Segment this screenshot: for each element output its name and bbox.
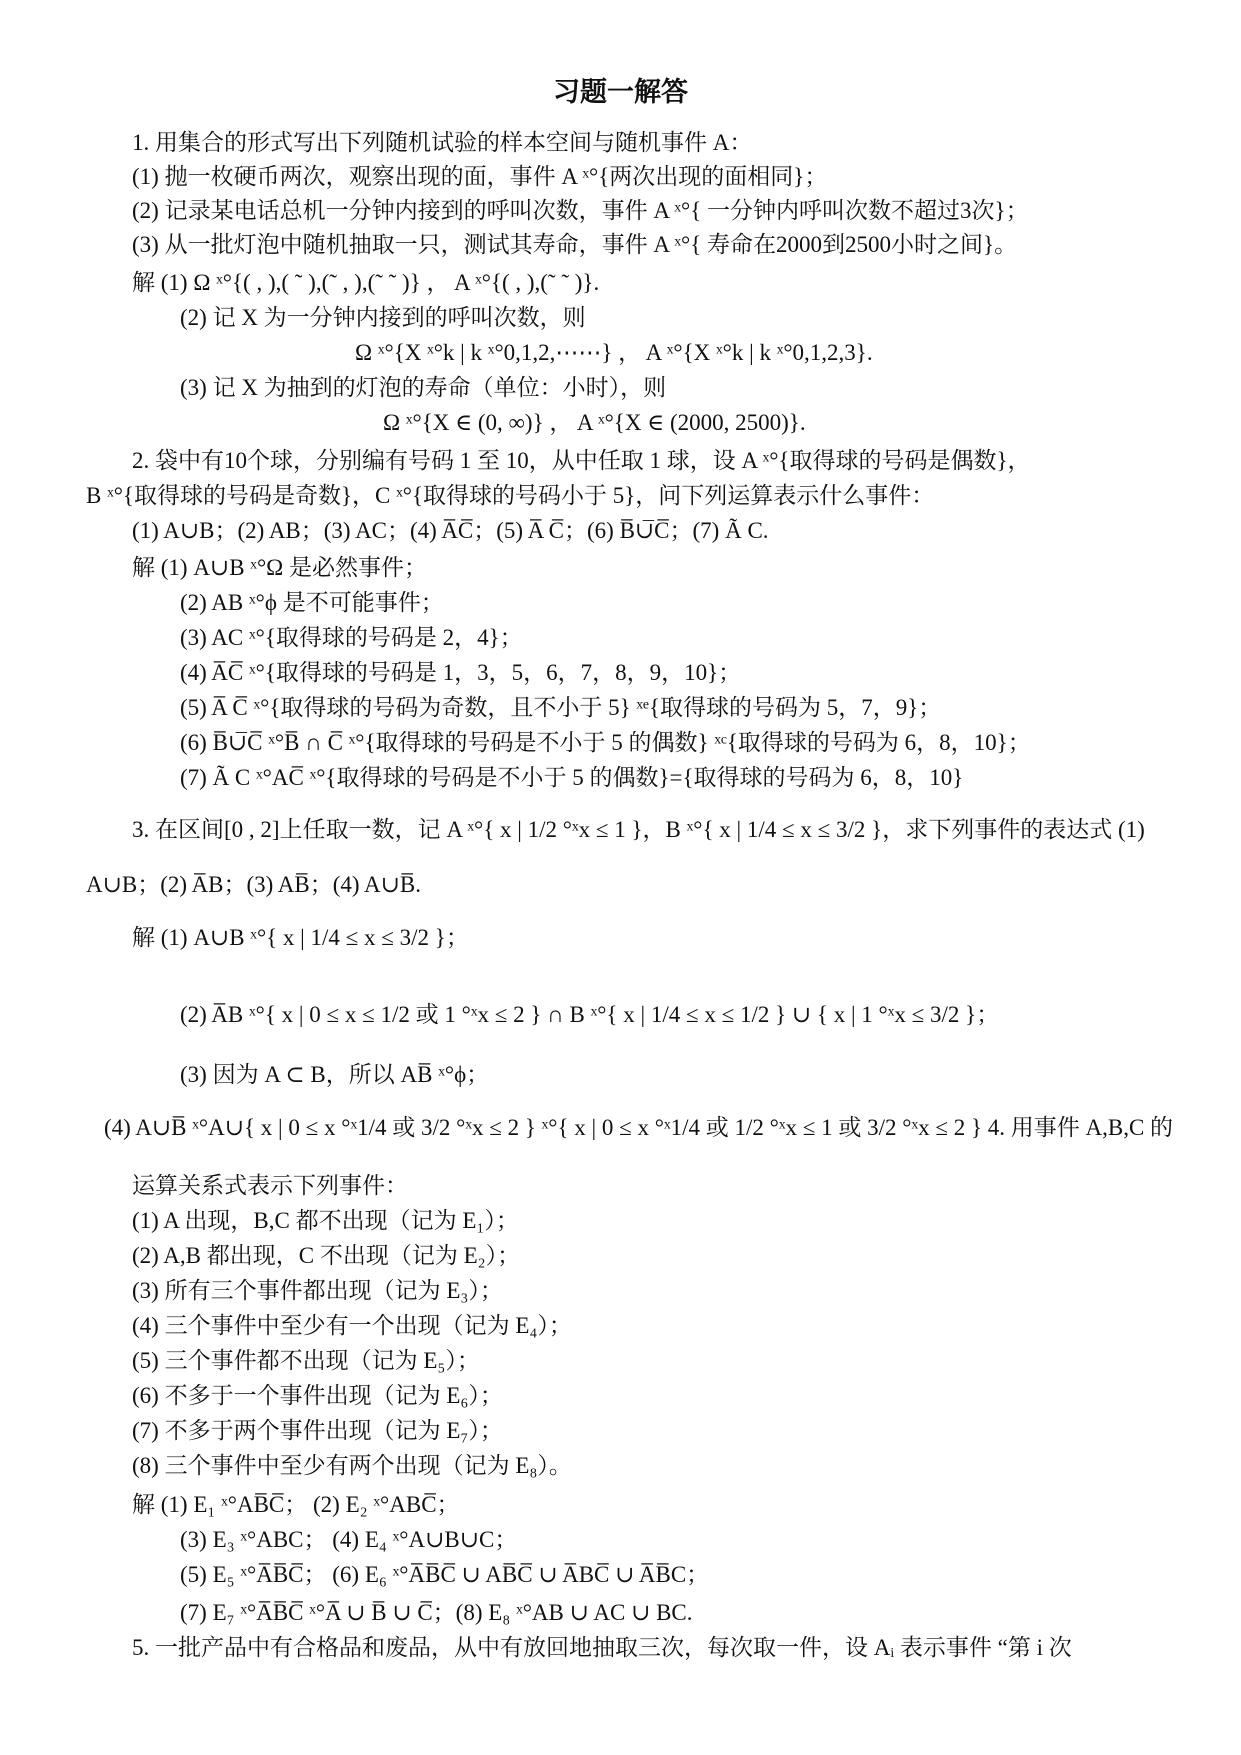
text-line: (2) 记录某电话总机一分钟内接到的呼叫次数，事件 A ˣ°{ 一分钟内呼叫次数不超过3次}； [132,198,1029,223]
text-line: (3) 所有三个事件都出现（记为 E₃）； [132,1278,503,1303]
text-line: (2) 记 X 为一分钟内接到的呼叫次数，则 [180,305,586,330]
text-line: 3. 在区间[0 , 2]上任取一数，记 A ˣ°{ x | 1/2 °ˣx ≤ 1 }，B ˣ°{ x | 1/4 ≤ x ≤ 3/2 }，求下列事件的表达式 (1) [132,817,1145,842]
page-title: 习题一解答 [553,77,688,108]
text-line: 2. 袋中有10个球，分别编有号码 1 至 10，从中任取 1 球，设 A ˣ°{取得球的号码是偶数}， [132,448,1031,473]
text-line: (4) 三个事件中至少有一个出现（记为 E₄）； [132,1313,572,1338]
text-line: (7) 不多于两个事件出现（记为 E₇）； [132,1418,503,1443]
text-line: (5) A̅ C̅ ˣ°{取得球的号码为奇数，且不小于 5} ˣᵉ{取得球的号码为 5，7，9}； [180,695,942,720]
text-line: (1) A∪B；(2) AB；(3) AC；(4) A̅C̅；(5) A̅ C̅；(6) B̅∪̅C̅；(7) Ã C. [132,518,769,543]
text-line: (6) B̅∪̅C̅ ˣ°B̅ ∩ C̅ ˣ°{取得球的号码是不小于 5 的偶数} ˣᶜ{取得球的号码为 6，8，10}； [180,730,1031,755]
text-line: (5) E₅ ˣ°A̅B̅C̅； (6) E₆ ˣ°A̅B̅C̅ ∪ AB̅C̅ ∪ A̅BC̅ ∪ A̅B̅C； [180,1562,710,1587]
text-line: (4) A̅C̅ ˣ°{取得球的号码是 1，3，5，6，7，8，9，10}； [180,660,742,685]
text-line: (1) A 出现，B,C 都不出现（记为 E₁）； [132,1208,519,1233]
text-line: (3) 从一批灯泡中随机抽取一只，测试其寿命，事件 A ˣ°{ 寿命在2000到2500小时之间}。 [132,232,1018,257]
text-line: 解 (1) E₁ ˣ°AB̅C̅； (2) E₂ ˣ°ABC̅； [132,1492,460,1517]
text-line: (3) E₃ ˣ°ABC； (4) E₄ ˣ°A∪B∪C； [180,1527,518,1552]
text-line: B ˣ°{取得球的号码是奇数}，C ˣ°{取得球的号码小于 5}，问下列运算表示什么事件： [86,483,935,508]
text-line: 解 (1) Ω ˣ°{( , ),( ˜ ),(˜ , ),(˜ ˜ )} ， A ˣ°{( , ),(˜ ˜ )}. [132,270,600,295]
text-line: (1) 抛一枚硬币两次，观察出现的面，事件 A ˣ°{两次出现的面相同}； [132,164,828,189]
text-line: 5. 一批产品中有合格品和废品，从中有放回地抽取三次，每次取一件，设 Aᵢ 表示事件 “第 i 次 [132,1635,1072,1660]
text-line: 1. 用集合的形式写出下列随机试验的样本空间与随机事件 A： [132,130,753,155]
text-line: Ω ˣ°{X ˣ°k | k ˣ°0,1,2,⋯⋯} ， A ˣ°{X ˣ°k | k ˣ°0,1,2,3}. [355,340,873,365]
text-line: 运算关系式表示下列事件： [132,1173,408,1198]
text-line: (6) 不多于一个事件出现（记为 E₆）； [132,1383,503,1408]
text-line: 解 (1) A∪B ˣ°{ x | 1/4 ≤ x ≤ 3/2 }； [132,925,469,950]
text-line: (2) AB ˣ°ϕ 是不可能事件； [180,590,444,615]
text-line: (2) A,B 都出现，C 不出现（记为 E₂）； [132,1243,521,1268]
text-line: (7) E₇ ˣ°A̅B̅C̅ ˣ°A̅ ∪ B̅ ∪ C̅；(8) E₈ ˣ°AB ∪ AC ∪ BC. [180,1600,693,1625]
text-line: Ω ˣ°{X ∈ (0, ∞)} ， A ˣ°{X ∈ (2000, 2500)}. [383,410,806,435]
text-line: (3) 记 X 为抽到的灯泡的寿命（单位：小时），则 [180,375,667,400]
text-line: A∪B；(2) A̅B；(3) AB̅；(4) A∪B̅. [86,872,421,897]
text-line: (4) A∪B̅ ˣ°A∪{ x | 0 ≤ x °ˣ1/4 或 3/2 °ˣx ≤ 2 } ˣ°{ x | 0 ≤ x °ˣ1/4 或 1/2 °ˣx ≤ 1 或 3/2 °ˣx ≤ 2 } 4. 用事件 A,B,C 的 [104,1115,1174,1140]
text-line: (5) 三个事件都不出现（记为 E₅）； [132,1348,480,1373]
text-line: 解 (1) A∪B ˣ°Ω 是必然事件； [132,555,427,580]
text-line: (2) A̅B ˣ°{ x | 0 ≤ x ≤ 1/2 或 1 °ˣx ≤ 2 } ∩ B ˣ°{ x | 1/4 ≤ x ≤ 1/2 } ∪ { x | 1 °ˣx ≤ 3/2 }； [180,1002,1000,1027]
text-line: (7) Ã C ˣ°AC̅ ˣ°{取得球的号码是不小于 5 的偶数}={取得球的号码为 6，8，10} [180,765,964,790]
text-line: (3) 因为 A ⊂ B，所以 AB̅ ˣ°ϕ； [180,1062,490,1087]
text-line: (8) 三个事件中至少有两个出现（记为 E₈）。 [132,1453,572,1478]
text-line: (3) AC ˣ°{取得球的号码是 2，4}； [180,625,523,650]
